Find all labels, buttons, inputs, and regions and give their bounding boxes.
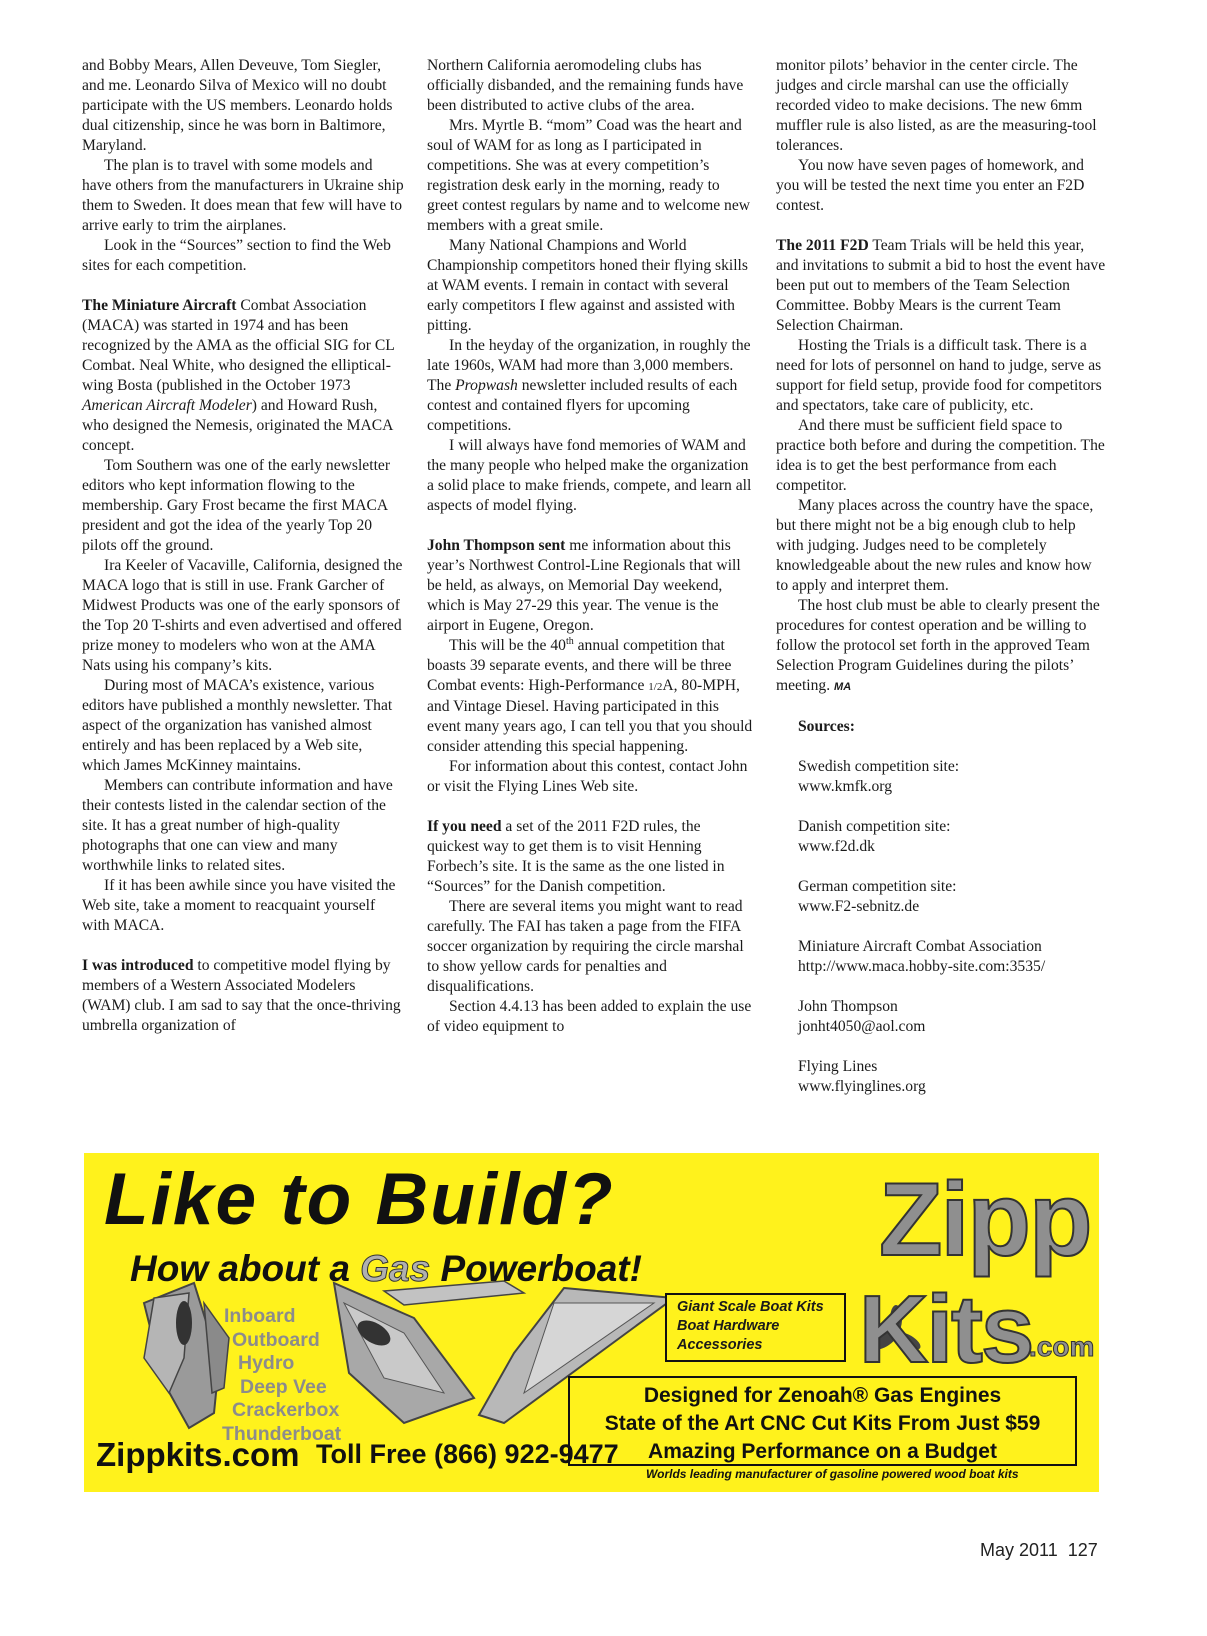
paragraph: monitor pilots’ behavior in the center circle. The judges and circle marshal can use the officially recorded video to make decisions. The new 6mm muffler rule is also listed, as are the measuring-tool tolerances. [776, 57, 1097, 154]
paragraph: Ira Keeler of Vacaville, California, designed the MACA logo that is still in use. Frank Garcher of Midwest Products was one of the early sponsors of the Top 20 T-shirts and even advertised and offered prize money to modelers who won at the AMA Nats using his company’s kits. [82, 557, 403, 674]
paragraph: Many places across the country have the space, but there might not be a big enough club to help with judging. Judges need to be completely knowledgeable about the new rules and know how to apply and interpret them. [776, 497, 1094, 594]
boat-type: Outboard [232, 1328, 320, 1351]
source-link[interactable]: www.F2-sebnitz.de [798, 898, 920, 915]
lead-in: The Miniature Aircraft [82, 297, 237, 314]
paragraph: Hosting the Trials is a difficult task. There is a need for lots of personnel on hand to judge, serve as support for field setup, provide food for competitors and spectators, take care of publicity, etc. [776, 337, 1102, 414]
ad-headline: Like to Build? [104, 1159, 615, 1240]
lead-in: The 2011 F2D [776, 237, 869, 254]
paragraph: You now have seven pages of homework, and you will be tested the next time you enter an F2D contest. [776, 157, 1085, 214]
boat-type: Crackerbox [232, 1399, 340, 1421]
source-item: Danish competition site: www.f2d.dk [776, 817, 1106, 857]
paragraph: The plan is to travel with some models and have others from the manufacturers in Ukraine ship them to Sweden. It does mean that few will have to arrive early to trim the airplanes. [82, 157, 404, 234]
paragraph: The 2011 F2D Team Trials will be held this year, and invitations to submit a bid to host the event have been put out to members of the Team Selection Committee. Bobby Mears is the current Team Selection Chairman. [776, 237, 1106, 334]
source-item: Swedish competition site: www.kmfk.org [776, 757, 1106, 797]
publication-title: American Aircraft Modeler [82, 397, 252, 414]
brand-logo-bottom: Kits [859, 1276, 1033, 1383]
kit-features-box: Giant Scale Boat Kits Boat Hardware Accessories [665, 1293, 846, 1362]
paragraph: and Bobby Mears, Allen Deveuve, Tom Siegler, and me. Leonardo Silva of Mexico will no doubt participate with the US members. Leonardo holds dual citizenship, since he was born in Baltimore, Maryland. [82, 57, 393, 154]
sources-heading: Sources: [798, 718, 855, 735]
source-link[interactable]: www.kmfk.org [798, 778, 892, 795]
paragraph: I was introduced to competitive model flying by members of a Western Associated Modelers (WAM) club. I am sad to say that the once-thriving umbrella organization of [82, 957, 401, 1034]
paragraph: Tom Southern was one of the early newsletter editors who kept information flowing to the membership. Gary Frost became the first MACA president and got the idea of the yearly Top 20 pilots off the ground. [82, 457, 391, 554]
source-item: Miniature Aircraft Combat Association http://www.maca.hobby-site.com:3535/ [776, 937, 1106, 977]
boat-type: Thunderboat [222, 1422, 342, 1445]
lead-in: If you need [427, 818, 502, 835]
brand-logo-suffix: .com [1029, 1331, 1095, 1362]
text-column-3 [776, 56, 1106, 1097]
page-number: 127 [1067, 1540, 1098, 1560]
paragraph: Many National Champions and World Championship competitors honed their flying skills at WAM events. I remain in contact with several early competitors I flew against and assisted with pitting. [427, 237, 748, 334]
paragraph: For information about this contest, contact John or visit the Flying Lines Web site. [427, 758, 748, 795]
boat-type: Hydro [238, 1352, 295, 1374]
paragraph: During most of MACA’s existence, various editors have published a monthly newsletter. That aspect of the organization has vanished almost entirely and has been replaced by a Web site, which James McKinney maintains. [82, 677, 393, 774]
publication-title: Propwash [455, 377, 518, 394]
paragraph: The Miniature Aircraft Combat Association (MACA) was started in 1974 and has been recognized by the AMA as the official SIG for CL Combat. Neal White, who designed the elliptical-wing Bosta (published in the October 1973 American Aircraft Modeler) and Howard Rush, who designed the Nemesis, originated the MACA concept. [82, 297, 395, 454]
paragraph: Section 4.4.13 has been added to explain the use of video equipment to [427, 998, 752, 1035]
sources-list [776, 757, 1106, 1097]
paragraph: Look in the “Sources” section to find the Web sites for each competition. [82, 237, 391, 274]
lead-in: John Thompson sent [427, 537, 566, 554]
text-column-2 [427, 56, 753, 1037]
issue-date: May 2011 [980, 1540, 1058, 1560]
page-folio [980, 1540, 1098, 1561]
boat-type: Deep Vee [240, 1375, 327, 1398]
source-link[interactable]: www.f2d.dk [798, 838, 875, 855]
lead-in: I was introduced [82, 957, 194, 974]
paragraph: Members can contribute information and have their contests listed in the calendar section of the site. It has a great number of high-quality photographs that one can view and many worthwhile links to related sites. [82, 777, 393, 874]
end-mark: MA [834, 681, 852, 693]
ad-website[interactable]: Zippkits.com [96, 1436, 300, 1473]
ad-phone: Toll Free (866) 922-9477 [316, 1439, 619, 1469]
paragraph: There are several items you might want to read carefully. The FAI has taken a page from the FIFA soccer organization by requiring the circle marshal to show yellow cards for penalties and disqualifications. [427, 898, 744, 995]
paragraph: Northern California aeromodeling clubs has officially disbanded, and the remaining funds have been distributed to active clubs of the area. [427, 57, 744, 114]
ad-tagline: Worlds leading manufacturer of gasoline powered wood boat kits [646, 1467, 1019, 1481]
paragraph: If it has been awhile since you have visited the Web site, take a moment to reacquaint yourself with MACA. [82, 877, 396, 934]
brand-logo-top: Zipp [879, 1162, 1091, 1278]
boat-type-list [224, 1305, 343, 1446]
paragraph: If you need a set of the 2011 F2D rules, the quickest way to get them is to visit Henning Forbech’s site. It is the same as the one listed in “Sources” for the Danish competition. [427, 818, 725, 895]
promo-box: Designed for Zenoah® Gas Engines State of the Art CNC Cut Kits From Just $59 Amazing Performance on a Budget [568, 1376, 1077, 1466]
paragraph: This will be the 40th annual competition that boasts 39 separate events, and there will be three Combat events: High-Performance 1/2A, 80-MPH, and Vintage Diesel. Having participated in this event many years ago, I can tell you that you should consider attending this special happening. [427, 635, 753, 755]
source-item: John Thompson jonht4050@aol.com [776, 997, 1106, 1037]
zippkits-advertisement [84, 1153, 1099, 1492]
text-column-1 [82, 56, 404, 1036]
source-link[interactable]: http://www.maca.hobby-site.com:3535/ [798, 958, 1046, 975]
source-item: Flying Lines www.flyinglines.org [776, 1057, 1106, 1097]
boat-type: Inboard [224, 1305, 296, 1327]
source-item: German competition site: www.F2-sebnitz.de [776, 877, 1106, 917]
paragraph: Mrs. Myrtle B. “mom” Coad was the heart and soul of WAM for as long as I participated in competitions. She was at every competition’s registration desk early in the morning, ready to greet contest regulars by name and to welcome new members with a great smile. [427, 117, 751, 234]
paragraph: John Thompson sent me information about this year’s Northwest Control-Line Regionals that will be held, as always, on Memorial Day weekend, which is May 27-29 this year. The venue is the airport in Eugene, Oregon. [427, 537, 741, 634]
paragraph: And there must be sufficient field space to practice both before and during the competition. The idea is to get the best performance from each competitor. [776, 417, 1105, 494]
paragraph: The host club must be able to clearly present the procedures for contest operation and be willing to follow the protocol set forth in the approved Team Selection Program Guidelines during the pilots’ meeting. MA [776, 597, 1100, 694]
paragraph: I will always have fond memories of WAM and the many people who helped make the organization a solid place to make friends, compete, and learn all aspects of model flying. [427, 437, 752, 514]
ad-subheadline: How about a Gas Powerboat! [130, 1248, 642, 1289]
paragraph: In the heyday of the organization, in roughly the late 1960s, WAM had more than 3,000 members. The Propwash newsletter included results of each contest and contained flyers for upcoming competitions. [427, 337, 751, 434]
source-link[interactable]: jonht4050@aol.com [798, 1018, 926, 1035]
hydro-cockpit [176, 1301, 192, 1345]
source-link[interactable]: www.flyinglines.org [798, 1078, 926, 1095]
